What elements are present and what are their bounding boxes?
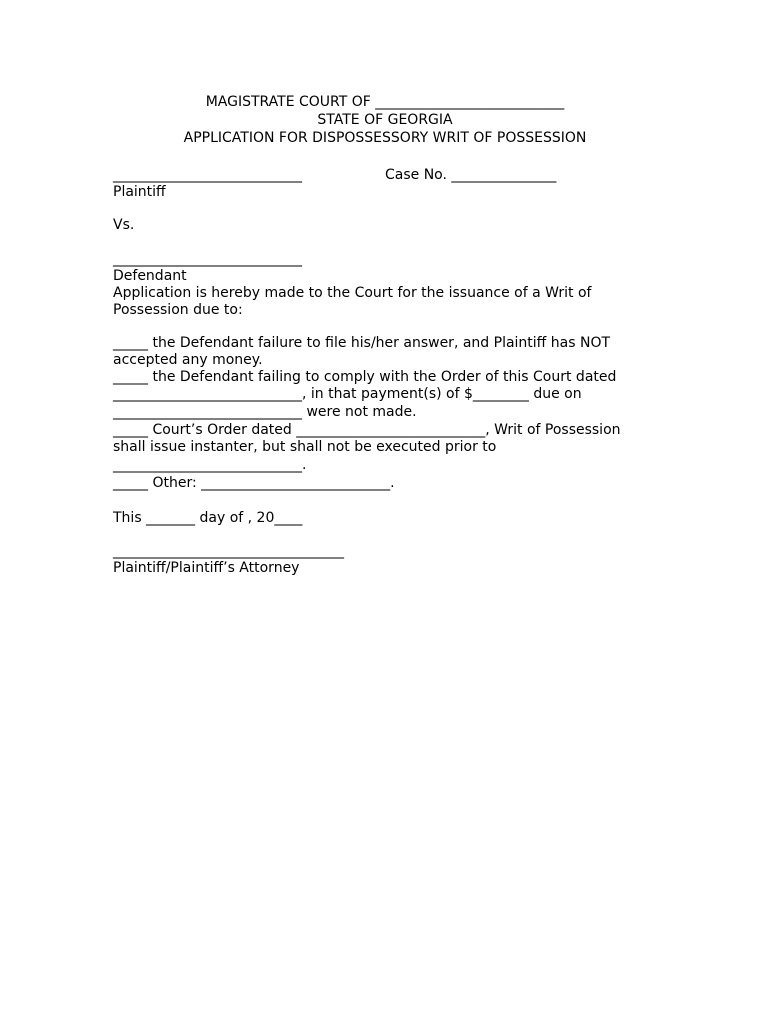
state-heading: STATE OF GEORGIA xyxy=(317,112,453,128)
option-court-order-line-2: shall issue instanter, but shall not be executed prior to xyxy=(113,439,497,455)
option-noncompliance-line-3: ___________________________ were not made. xyxy=(113,404,417,420)
signature-blank: _________________________________ xyxy=(113,543,344,559)
option-other-line: _____ Other: ___________________________. xyxy=(113,475,395,491)
plaintiff-name-blank: ___________________________ xyxy=(113,167,302,183)
defendant-label: Defendant xyxy=(113,268,187,284)
intro-paragraph-line-2: Possession due to: xyxy=(113,302,243,318)
option-court-order-line-1: _____ Court’s Order dated ___________________________, Writ of Possession xyxy=(113,422,621,438)
defendant-name-blank: ___________________________ xyxy=(113,251,302,267)
date-line: This _______ day of , 20____ xyxy=(113,510,303,526)
signature-label: Plaintiff/Plaintiff’s Attorney xyxy=(113,560,300,576)
plaintiff-label: Plaintiff xyxy=(113,184,166,200)
intro-paragraph-line-1: Application is hereby made to the Court for the issuance of a Writ of xyxy=(113,285,592,301)
document-title: APPLICATION FOR DISPOSSESSORY WRIT OF POSSESSION xyxy=(183,130,587,146)
case-number: Case No. _______________ xyxy=(385,167,557,183)
versus-label: Vs. xyxy=(113,217,135,233)
option-no-answer-line-2: accepted any money. xyxy=(113,352,263,368)
option-noncompliance-line-1: _____ the Defendant failing to comply with the Order of this Court dated xyxy=(113,369,617,385)
option-court-order-line-3: ___________________________. xyxy=(113,457,307,473)
court-heading: MAGISTRATE COURT OF ___________________________ xyxy=(205,94,565,110)
option-no-answer-line-1: _____ the Defendant failure to file his/her answer, and Plaintiff has NOT xyxy=(113,335,611,351)
option-noncompliance-line-2: ___________________________, in that payment(s) of $________ due on xyxy=(113,386,582,402)
